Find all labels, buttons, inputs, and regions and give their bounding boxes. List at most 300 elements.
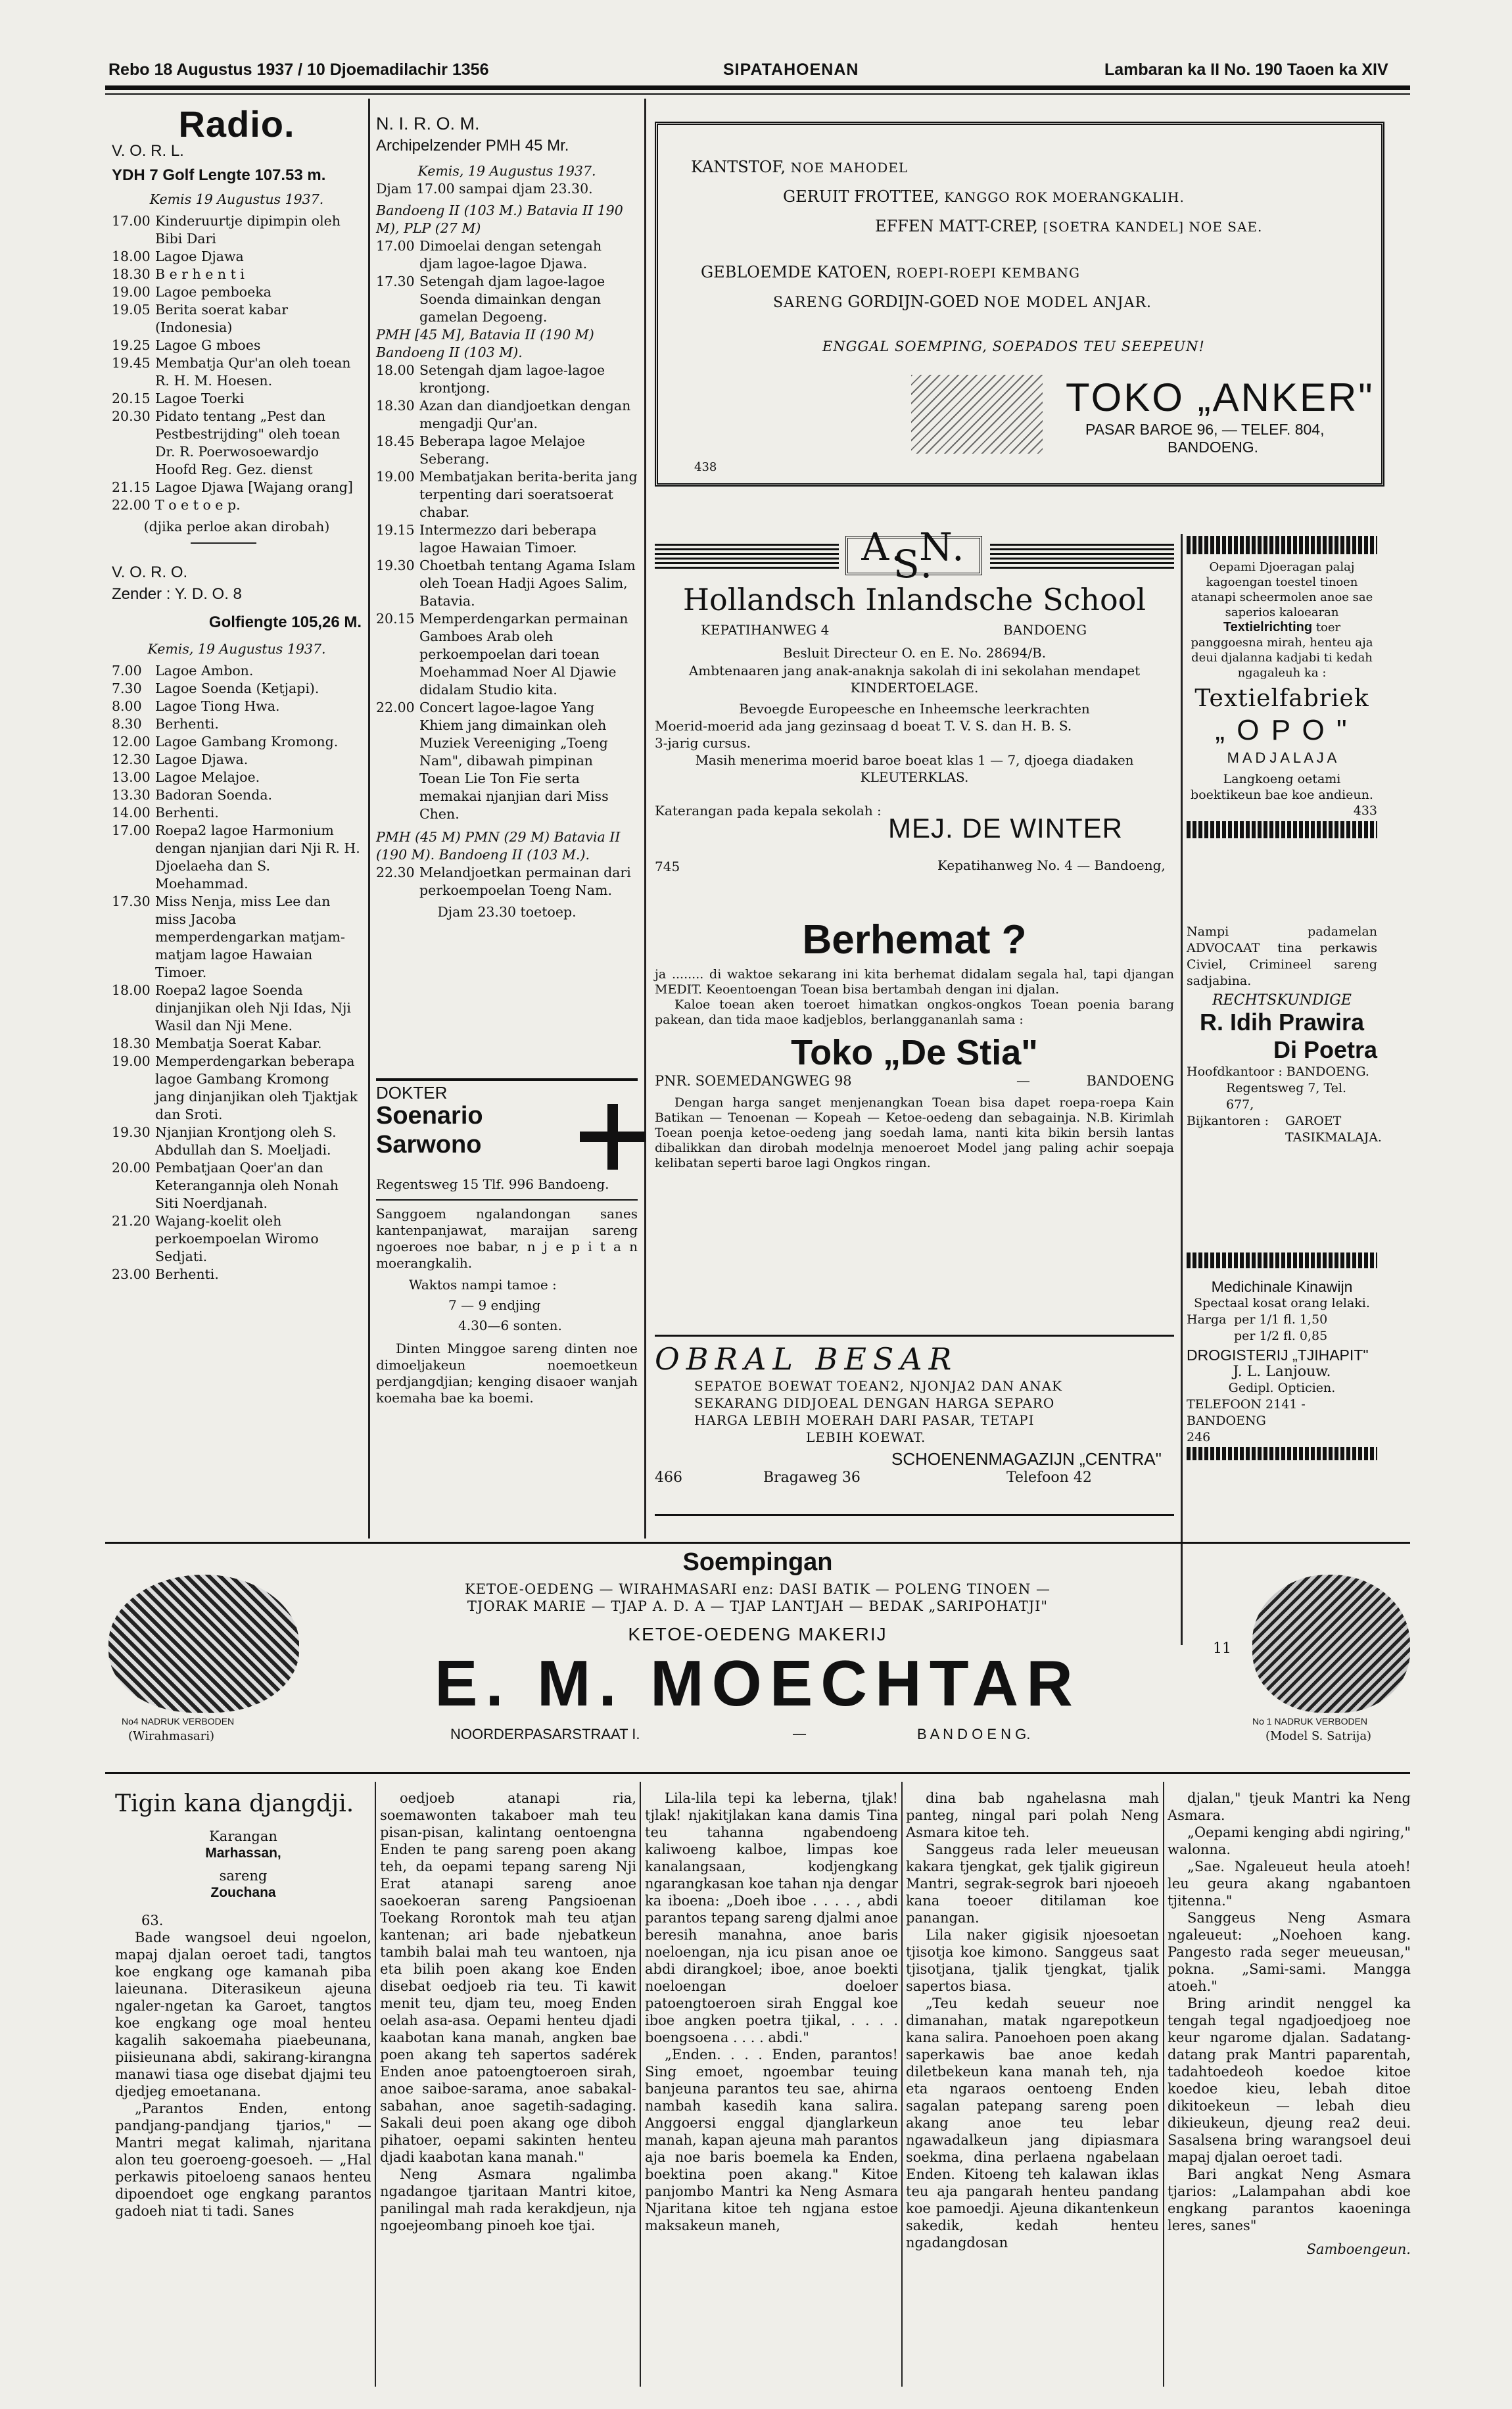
story-paragraph: dina bab ngahelasna mah panteg, ningal pari polah Neng Asmara kitoe teh. (906, 1790, 1159, 1840)
opo-factory: Textielfabriek (1194, 685, 1369, 712)
nirom-frequency: Bandoeng II (103 M.) Batavia II 190 M), PLP (27 M) (376, 203, 623, 236)
anker-line-4 (701, 263, 1080, 281)
story-paragraph: Lila-lila tepi ka leberna, tjlak! tjlak! njakitjlakan kana damis Tina teu tahanna ngabendoeng kaliwoeng kalboe, limpas koe kanalangsaan, kodjengkang ngarangkasan koe tahan nja dengar ka iboena: „Doeh iboe . . . . , abdi parantos tepang sareng djalmi anoe beresih manahna, anoe baris noeloengan, nja icu pisan anoe oe abdi dirangkoel; iboe, anoe boekti noeloengan doeloer patoengtoeroen sirah Enggal koe iboe angken poetra tjikal, . . . . boengsoena . . . . abdi." (645, 1790, 898, 2045)
story-paragraph: Neng Asmara ngalimba ngadangoe tjaritaan Mantri kitoe, panilingal mah rada kerakdjeun, nja ngoejeombang pinoeh koe tjai. (380, 2166, 636, 2233)
anker-product: EFFEN MATT-CREP, (875, 217, 1038, 235)
story-paragraph: „Parantos Enden, entong pandjang-pandjang tjarios," — Mantri megat kalimah, njaritana alon teu goeroeng-goesoeh. — „Hal perkawis pitoeloeng sanaos henteu dipoendoet oge engkang parantos gadoeh niat ti tadi. Sanes (115, 2101, 371, 2219)
ans-teachers: Bevoegde Europeesche en Inheemsche leerkrachten (739, 701, 1090, 717)
program-row (376, 397, 638, 433)
program-row (112, 1035, 362, 1053)
moechtar-name: E. M. MOECHTAR (435, 1647, 1081, 1719)
program-item: Azan dan diandjoetkan dengan mengadji Qur'an. (419, 398, 631, 431)
story-paragraph: Bade wangsoel deui ngoelon, mapaj djalan oeroet tadi, tangtos koe engkang oge kamanah piba laieunana. Diterasikeun ajeuna ngaler-ngetan ka Garoet, tangtos koe engkang oge moal henteu kagalih sakoemaha piaebeunana, piisieunana abdi, sakirang-kirangna manawi tiasa oge disebat djajmi teu djedjeg emoetanana. (115, 1930, 371, 2099)
story-column-2 (380, 1790, 636, 2234)
image-caption: (Wirahmasari) (128, 1729, 215, 1743)
ans-number: 745 (655, 859, 680, 874)
program-row (376, 610, 638, 699)
ans-decree: Besluit Directeur O. en E. No. 28694/B. (782, 645, 1047, 661)
program-item: Memperdengarkan beberapa lagoe Gambang Kromong jang dinjanjikan oleh Tjaktjak dan Sroti. (155, 1053, 358, 1122)
obral-address-row (655, 1469, 1174, 1487)
dokter-name: Soenario (376, 1102, 483, 1130)
dokter-address: Regentsweg 15 Tlf. 996 Bandoeng. (376, 1176, 609, 1192)
story-author: Marhassan, (205, 1846, 281, 1861)
program-time: 17.00 (112, 823, 151, 838)
advocaat-branch: GAROET (1285, 1114, 1342, 1128)
image-caption: No 1 NADRUK VERBODEN (1252, 1716, 1368, 1727)
opo-textielrichting: Textielrichting (1223, 620, 1313, 634)
program-item: Roepa2 lagoe Soenda dinjanjikan oleh Nji Idas, Nji Wasil dan Nji Mene. (155, 982, 351, 1034)
program-time: 13.30 (112, 787, 151, 803)
nirom-section (376, 115, 638, 921)
advocaat-head-office: Hoofdkantoor : BANDOENG. (1187, 1064, 1369, 1079)
anker-line-3 (875, 217, 1262, 235)
anker-decoration (911, 375, 1043, 454)
program-item: Lagoe Ambon. (155, 663, 254, 679)
obral-ad (655, 1335, 1174, 1516)
vorl-program (112, 212, 362, 514)
ans-admission: Masih menerima moerid baroe boeat klas 1 — 7, djoega diadaken KLEUTERKLAS. (695, 752, 1134, 785)
program-row (112, 496, 362, 514)
program-item: Pembatjaan Qoer'an dan Keterangannja oleh Nonah Siti Noerdjanah. (155, 1160, 339, 1211)
program-row (376, 699, 638, 823)
program-row (112, 301, 362, 337)
opo-brand: „ O P O " (1215, 714, 1349, 746)
program-row (112, 337, 362, 354)
story-paragraph: „Sae. Ngaleueut heula atoeh! leu geura akang ngabantoen tjitenna." (1168, 1859, 1411, 1909)
anker-address: PASAR BAROE 96, — TELEF. 804, (1085, 421, 1325, 438)
nirom-frequency: PMH (45 M) PMN (29 M) Batavia II (190 M). Bandoeng II (103 M.). (376, 829, 621, 863)
dokter-note: Dinten Minggoe sareng dinten noe dimoeljakeun noemoetkeun perdjangdjian; kenging disaoer wanjah koemaha bae ka boemi. (376, 1341, 638, 1406)
voro-heading: V. O. R. O. (112, 563, 188, 581)
obral-store: SCHOENENMAGAZIJN „CENTRA" (891, 1449, 1162, 1469)
story-paragraph: oedjoeb atanapi ria, soemawonten takaboer mah teu pisan-pisan, kalintang oentoengna Enden te pang sareng poen akang teh, da oepami tepang sareng Nji Erat atanapi sareng anoe saoekoeran sareng Pangsioenan Toekang Rorontok mah teu atjan kantenan; ari bade njebatkeun tambih balai mah teu wantoen, nja eta bilih poen akang koe Enden disebat oedjoeb ria teu. Ti kawit menit teu, djam teu, moeg Enden oelah asa-asa. Oepami henteu djadi kaabotan kana manah, angken bae poen akang teh sapertos sadérek Enden anoe patoengtoeroen sirah, anoe saiboe-sarama, anoe sabakal-sabahan, anoe sagetih-sadaging. Sakali deui poen akang oge diboh pihatoer, oepami sakinten henteu djadi kaabotan kana manah." (380, 1790, 636, 2165)
program-time: 18.45 (376, 433, 415, 449)
decoration-border (1187, 1252, 1377, 1268)
nirom-end: Djam 23.30 toetoep. (437, 904, 577, 920)
story-paragraph: Lila naker gigisik njoesoetan tjisotja koe kimono. Sanggeus saat tjisotjana, tjalik tjengkat, tjalik sapertos biasa. (906, 1927, 1159, 1994)
advocaat-ad (1187, 924, 1382, 1146)
program-row (376, 521, 638, 557)
program-time: 19.05 (112, 302, 151, 318)
anker-product-detail: SARENG (773, 295, 843, 311)
column-divider (1163, 1782, 1164, 2387)
anker-address: BANDOENG. (1168, 439, 1259, 456)
program-row (112, 769, 362, 786)
drogisterij-phone: TELEFOON 2141 - BANDOENG (1187, 1397, 1306, 1428)
radio-section (112, 103, 362, 1283)
program-item: Lagoe Djawa [Wajang orang] (155, 479, 353, 495)
program-item: Pidato tentang „Pest dan Pestbestrijding" oleh toean Dr. R. Poerwosoewardjo Hoofd Reg. Gez. dienst (155, 408, 341, 477)
stia-city: BANDOENG (1086, 1073, 1174, 1089)
program-item: Lagoe Tiong Hwa. (155, 698, 280, 714)
dokter-text: Sanggoem ngalandongan sanes kantenpanjawat, maraijan sareng ngoeroes noe babar, n j e p i t a n moerangkalih. (376, 1199, 638, 1272)
anker-product: GORDIJN-GOED (847, 293, 980, 311)
program-row (112, 662, 362, 680)
program-time: 12.00 (112, 734, 151, 750)
image-caption: (Model S. Satrija) (1265, 1729, 1372, 1743)
program-row (376, 433, 638, 468)
program-row (376, 237, 638, 273)
program-time: 19.25 (112, 337, 151, 353)
program-item: Wajang-koelit oleh perkoempoelan Wiromo Sedjati. (155, 1213, 319, 1264)
program-item: Badoran Soenda. (155, 787, 273, 803)
decoration-border (1187, 536, 1377, 554)
program-time: 20.30 (112, 408, 151, 424)
anker-product-detail: [SOETRA KANDEL] NOE SAE. (1043, 219, 1263, 235)
program-row (112, 698, 362, 715)
story-column-5 (1168, 1790, 1411, 2258)
moechtar-city: B A N D O E N G. (917, 1726, 1031, 1742)
story-title: Tigin kana djangdji. (115, 1790, 354, 1817)
story-byline: sareng (219, 1868, 268, 1884)
program-item: Membatja Qur'an oleh toean R. H. M. Hoesen. (155, 355, 351, 389)
obral-phone: Telefoon 42 (1006, 1469, 1092, 1486)
program-time: 19.00 (112, 284, 151, 300)
program-time: 19.30 (112, 1124, 151, 1140)
advocaat-intro: Nampi padamelan ADVOCAAT tina perkawis Civiel, Crimineel sareng sadjabina. (1187, 924, 1377, 988)
story-paragraph: „Enden. . . . Enden, parantos! Sing emoet, ngoembar teuing banjeuna parantos teu sae, ahirna nambah kasedih kana salira. Anggoersi enggal djanglarkeun manah, kapan ajeuna mah parantos aja noe baris boemela ka Enden, boektina poen akang." Kitoe panjombo Mantri ka Neng Asmara Njaritana kitoe teh ngjana estoe maksakeun maneh, (645, 2047, 898, 2233)
moechtar-products: KETOE-OEDENG — WIRAHMASARI enz: DASI BATIK — POLENG TINOEN — (464, 1581, 1051, 1597)
program-time: 19.00 (112, 1053, 151, 1069)
program-row (112, 354, 362, 390)
opo-intro (1187, 560, 1377, 680)
program-time: 20.15 (112, 391, 151, 406)
anker-slogan: ENGGAL SOEMPING, SOEPADOS TEU SEEPEUN! (822, 339, 1205, 354)
anker-line-2 (783, 187, 1185, 206)
program-item: Setengah djam lagoe-lagoe Soenda dimainkan dengan gamelan Degoeng. (419, 274, 605, 325)
program-row (112, 212, 362, 248)
program-time: 17.00 (112, 213, 151, 229)
ans-students: Moerid-moerid ada jang gezinsaag d boeat T. V. S. dan H. B. S. (655, 718, 1072, 734)
drogisterij-name: DROGISTERIJ „TJIHAPIT" (1187, 1347, 1369, 1364)
column-divider (640, 1782, 641, 2387)
program-item: Memperdengarkan permainan Gamboes Arab oleh perkoempoelan dari toean Moehammad Noer Al Djawie didalam Studio kita. (419, 611, 628, 698)
program-item: Lagoe Djawa. (155, 751, 248, 767)
program-item: Concert lagoe-lagoe Yang Khiem jang dimainkan oleh Muziek Vereeniging „Toeng Nam", dibawah pimpinan Toean Lie Ton Fie serta memakai njanjian dari Miss Chen. (419, 700, 609, 822)
story-paragraph: „Teu kedah seueur noe dimanahan, matak ngarepotkeun kana salira. Panoehoen poen akang saperkawis bae anoe kedah diletbekeun kana manah teh, nja eta ngaraos oentoeng Enden sagalan patepang sareng poen akang anoe teu lebar ngawadalkeun jang dipiasmara soekma, dina perlaena ngabelaan Enden. Kitoeng teh kalawan iklas teu aja pangarah henteu pandang koe pamoedji. Ajeuna dikantenkeun sakedik, kedah henteu ngadangdosan (906, 1995, 1159, 2251)
masthead-date: Rebo 18 Augustus 1937 / 10 Djoemadilachir 1356 (108, 60, 489, 79)
anker-product: KANTSTOF, (691, 158, 786, 176)
program-time: 18.30 (112, 1036, 151, 1051)
decoration-stripes (990, 544, 1174, 570)
program-time: 13.00 (112, 769, 151, 785)
anker-product-detail: ROEPI-ROEPI KEMBANG (896, 265, 1080, 281)
advocaat-title: RECHTSKUNDIGE (1212, 992, 1352, 1009)
program-item: Melandjoetkan permainan dari perkoempoelan Toeng Nam. (419, 865, 631, 898)
obral-title: OBRAL BESAR (655, 1341, 958, 1377)
kinawijn-price: per 1/2 fl. 0,85 (1234, 1329, 1328, 1343)
obral-line: SEKARANG DIDJOEAL DENGAN HARGA SEPARO (694, 1395, 1055, 1411)
anker-product-detail: KANGGO ROK MOERANGKALIH. (944, 189, 1185, 205)
program-time: 21.20 (112, 1213, 151, 1229)
program-time: 8.30 (112, 716, 142, 732)
golflengte-heading: Golfiengte 105,26 M. (208, 613, 362, 631)
program-note: (djika perloe akan dirobah) (143, 519, 330, 535)
drogisterij-optician: Gedipl. Opticien. (1228, 1381, 1336, 1395)
berhemat-title: Berhemat ? (802, 917, 1027, 963)
program-item: Roepa2 lagoe Harmonium dengan njanjian dari Nji R. H. Djoelaeha dan S. Moehammad. (155, 823, 360, 892)
program-time: 19.45 (112, 355, 151, 371)
anker-product-detail: NOE MODEL ANJAR. (983, 295, 1152, 311)
program-row (112, 283, 362, 301)
program-row (112, 479, 362, 496)
berhemat-ad (655, 917, 1174, 1171)
program-item: Lagoe Melajoe. (155, 769, 260, 785)
decoration-border (1187, 821, 1377, 838)
anker-product-detail: NOE MAHODEL (790, 160, 909, 176)
masthead-rule-thin (105, 93, 1410, 95)
program-time: 18.30 (376, 398, 415, 414)
program-row (376, 557, 638, 610)
program-date: Kemis, 19 Augustus 1937. (147, 641, 326, 657)
nirom-program (376, 362, 638, 823)
image-caption: No4 NADRUK VERBODEN (122, 1716, 235, 1727)
program-item: Berita soerat kabar (Indonesia) (155, 302, 289, 335)
moechtar-maker: KETOE-OEDENG MAKERIJ (628, 1624, 887, 1644)
program-item: Lagoe Djawa (155, 249, 244, 264)
berhemat-text: ja ........ di waktoe sekarang ini kita berhemat didalam segala hal, tapi djangan MEDIT. Keoentoengan Toean bisa bertambah dengan ini djalan. (655, 967, 1174, 997)
story-text (1168, 1790, 1411, 2234)
program-date: Kemis 19 Augustus 1937. (149, 191, 324, 207)
program-item: Kinderuurtje dipimpin oleh Bibi Dari (155, 213, 341, 247)
advocaat-branch: TASIKMALAJA. (1285, 1130, 1382, 1145)
decoration-border (1187, 1447, 1377, 1460)
program-row (112, 786, 362, 804)
program-time: 18.00 (112, 982, 151, 998)
ans-course: 3-jarig cursus. (655, 735, 751, 751)
advocaat-name: Di Poetra (1273, 1036, 1377, 1063)
program-row (112, 822, 362, 893)
column-divider (644, 99, 646, 1538)
ans-logo: A. N. S. (845, 536, 982, 575)
story-byline: Karangan (209, 1828, 277, 1844)
story-continued: Samboengeun. (1306, 2241, 1411, 2257)
stia-offer: Dengan harga sanget menjenangkan Toean bisa dapet roepa-roepa Kain Batikan — Tenoenan — Kopeah — Ketoe-oedeng dan sebagainja. N.B. Kirimlah Toean poenja ketoe-oedeng jang soedah lama, nanti kita bikin bersih lantas dibalikkan dan dirobah modelnja menoeroet Model jang paling achir soepaja kelibatan seperti baroe lagi Ongkos ringan. (655, 1095, 1174, 1170)
opo-intro-text: Oepami Djoeragan palaj kagoengan toestel tinoen atanapi scheermolen anoe sae saperios kaloearan (1191, 560, 1373, 619)
ans-school-name: Hollandsch Inlandsche School (682, 582, 1146, 617)
program-item: Miss Nenja, miss Lee dan miss Jacoba memperdengarkan matjam-matjam lagoe Hawaian Timoer. (155, 894, 345, 980)
story-column-1 (115, 1790, 371, 2220)
dokter-hours: 4.30—6 sonten. (458, 1318, 562, 1333)
anker-store-name: TOKO „ANKER" (1066, 375, 1375, 419)
program-item: Choetbah tentang Agama Islam oleh Toean Hadji Agoes Salim, Batavia. (419, 558, 636, 609)
story-paragraph: djalan," tjeuk Mantri ka Neng Asmara. (1168, 1790, 1411, 1823)
advocaat-branch-label: Bijkantoren : (1187, 1114, 1269, 1128)
program-time: 18.00 (376, 362, 415, 378)
advocaat-name: R. Idih Prawira (1199, 1009, 1365, 1036)
kinawijn-prices (1187, 1312, 1377, 1328)
red-cross-icon-bar (580, 1132, 646, 1142)
program-item: B e r h e n t i (155, 266, 245, 282)
program-item: Berhenti. (155, 805, 219, 821)
program-row (112, 982, 362, 1035)
nirom-subtitle: Archipelzender PMH 45 Mr. (376, 137, 569, 155)
kinawijn-title: Medichinale Kinawijn (1211, 1278, 1353, 1295)
anker-line-5 (773, 293, 1152, 311)
story-paragraph: Sanggeus rada leler meueusan kakara tjengkat, gek tjalik gigireun Mantri, segrak-segrok bari njoeoeh kana toeoer ditilaman koe panangan. (906, 1842, 1159, 1926)
program-row (112, 715, 362, 733)
program-row (112, 680, 362, 698)
program-row (112, 1124, 362, 1159)
dokter-label: DOKTER (376, 1083, 448, 1103)
opo-ad (1187, 536, 1377, 838)
stia-address: PNR. SOEMEDANGWEG 98 — BANDOENG (655, 1073, 1174, 1089)
program-time: 20.15 (376, 611, 415, 627)
ans-info: Katerangan pada kepala sekolah : (655, 803, 882, 819)
column-divider (1181, 534, 1183, 1645)
divider (191, 542, 256, 544)
program-item: Lagoe pemboeka (155, 284, 272, 300)
program-row (376, 864, 638, 899)
program-item: Berhenti. (155, 1266, 219, 1282)
dokter-hours-label: Waktos nampi tamoe : (409, 1277, 557, 1293)
program-row (112, 751, 362, 769)
column-divider (368, 99, 370, 1538)
program-time: 7.30 (112, 680, 142, 696)
program-row (112, 266, 362, 283)
program-time: 21.15 (112, 479, 151, 495)
program-item: Njanjian Krontjong oleh S. Abdullah dan S. Moeljadi. (155, 1124, 337, 1158)
section-rule (105, 1772, 1410, 1774)
kinawijn-ad (1187, 1252, 1377, 1460)
story-text (115, 1929, 371, 2220)
story-part-number: 63. (141, 1913, 164, 1928)
kinawijn-price-label: Harga (1187, 1312, 1227, 1327)
radio-title: Radio. (178, 103, 295, 145)
story-paragraph: Bari angkat Neng Asmara tjarios: „Lalampahan abdi koe engkang parantos kaoeninga leres, sanes" (1168, 2166, 1411, 2233)
obral-line: HARGA LEBIH MOERAH DARI PASAR, TETAPI (694, 1412, 1035, 1428)
decoration-stripes (655, 544, 839, 570)
program-time: 23.00 (112, 1266, 151, 1282)
program-time: 17.00 (376, 238, 415, 254)
berhemat-text: Kaloe toean aken toeroet himatkan ongkos-ongkos Toean poenia barang pakean, dan tida maoe kadjeblos, berlanggananlah sama : (655, 997, 1174, 1027)
program-row (112, 1266, 362, 1283)
nirom-hours: Djam 17.00 sampai djam 23.30. (376, 181, 593, 197)
column-divider (375, 1782, 376, 2387)
program-item: Lagoe G mboes (155, 337, 261, 353)
program-item: Beberapa lagoe Melajoe Seberang. (419, 433, 585, 467)
program-time: 7.00 (112, 663, 142, 679)
ans-ad (655, 525, 1174, 891)
vorl-heading: V. O. R. L. (112, 142, 184, 160)
program-time: 18.00 (112, 249, 151, 264)
story-author: Zouchana (210, 1885, 276, 1900)
program-time: 22.00 (376, 700, 415, 715)
program-item: Membatjakan berita-berita jang terpenting dari soeratsoerat chabar. (419, 469, 638, 520)
ydh-heading: YDH 7 Golf Lengte 107.53 m. (112, 166, 326, 184)
program-time: 17.30 (112, 894, 151, 909)
program-item: Setengah djam lagoe-lagoe krontjong. (419, 362, 605, 396)
dokter-hours: 7 — 9 endjing (448, 1297, 541, 1313)
nirom-program (376, 237, 638, 326)
moechtar-ad: No4 NADRUK VERBODEN (Wirahmasari) Soempingan KETOE-OEDENG — WIRAHMASARI enz: DASI BATIK — POLENG TINOEN — TJORAK MARIE — TJAP A. D. A — TJAP LANTJAH — BEDAK „SARIPOHATJI" KETOE-OEDENG MAKERIJ E. M. MOECHTAR NOORDERPASARSTRAAT I. — B A N D O E N G. 11 No 1 NADRUK VERBODEN (Model S. Satrija) (108, 1548, 1407, 1765)
story-column-3 (645, 1790, 898, 2234)
obral-address: Bragaweg 36 (763, 1469, 861, 1486)
anker-line-1 (691, 158, 908, 176)
moechtar-address: NOORDERPASARSTRAAT I. (450, 1726, 640, 1742)
program-item: Lagoe Gambang Kromong. (155, 734, 339, 750)
program-row (112, 248, 362, 266)
program-item: Intermezzo dari beberapa lagoe Hawaian Timoer. (419, 522, 597, 556)
nirom-program (376, 864, 638, 899)
masthead-sheet: Lambaran ka II No. 190 Taoen ka XIV (1104, 60, 1388, 79)
advocaat-branches (1187, 1113, 1377, 1130)
voro-program (112, 662, 362, 1283)
program-row (112, 1212, 362, 1266)
ans-address: KEPATIHANWEG 4 (701, 622, 830, 638)
program-time: 19.00 (376, 469, 415, 485)
program-time: 22.30 (376, 865, 415, 880)
zender-heading: Zender : Y. D. O. 8 (112, 585, 242, 603)
opo-number: 433 (1353, 803, 1377, 818)
program-time: 14.00 (112, 805, 151, 821)
program-time: 19.15 (376, 522, 415, 538)
program-item: Lagoe Toerki (155, 391, 245, 406)
program-item: Berhenti. (155, 716, 219, 732)
column-divider (901, 1782, 903, 2387)
ketoe-oedeng-headcloth-image (1252, 1575, 1410, 1713)
program-time: 12.30 (112, 751, 151, 767)
program-row (112, 408, 362, 479)
obral-number: 466 (655, 1469, 682, 1486)
program-time: 8.00 (112, 698, 142, 714)
program-row (376, 468, 638, 521)
obral-line: SEPATOE BOEWAT TOEAN2, NJONJA2 DAN ANAK (694, 1378, 1062, 1394)
opo-town: M A D J A L A J A (1227, 750, 1337, 766)
story-paragraph: Bring arindit nenggel ka tengah tegal ngadjoedjoeg noe keur ngarome djalan. Sadatang-datang prak Mantri paparentah, tadahtoedeoh koedoe kitoe koedoe kieu, lebah ditoe dikitoekeun — lebah dieu dikieukeun, djeung rea2 deui. Sasalsena bring warangsoel deui mapaj djalan oeroet tadi. (1168, 1995, 1411, 2165)
program-row (112, 390, 362, 408)
program-row (112, 893, 362, 982)
anker-number: 438 (694, 460, 717, 474)
moechtar-header: Soempingan (682, 1548, 833, 1576)
story-paragraph: Sanggeus Neng Asmara ngaleueut: „Noehoen kang. Pangesto rada seger meueusan," pokna. „Sami-sami. Mangga atoeh." (1168, 1910, 1411, 1994)
program-item: T o e t o e p. (155, 497, 241, 513)
program-row (112, 733, 362, 751)
story-paragraph: „Oepami kenging abdi ngiring," walonna. (1168, 1825, 1411, 1857)
anker-product: GERUIT FROTTEE, (783, 187, 939, 206)
program-time: 17.30 (376, 274, 415, 289)
opo-intro-text: toer panggoesna mirah, henteu aja deui djalanna kadjabi ti kedah ngagaleuh ka : (1191, 621, 1373, 680)
program-row (376, 362, 638, 397)
anker-product: GEBLOEMDE KATOEN, (701, 263, 891, 281)
moechtar-number: 11 (1213, 1640, 1231, 1657)
ans-city: BANDOENG (1003, 622, 1087, 638)
nirom-date: Kemis, 19 Augustus 1937. (417, 163, 596, 179)
ans-head: MEJ. DE WINTER (888, 813, 1123, 844)
dokter-ad (376, 1078, 638, 1406)
program-item: Lagoe Soenda (Ketjapi). (155, 680, 319, 696)
program-row (376, 273, 638, 326)
nirom-frequency: PMH [45 M], Batavia II (190 M) Bandoeng II (103 M). (376, 327, 594, 360)
drogisterij-owner: J. L. Lanjouw. (1233, 1364, 1331, 1380)
moechtar-products: TJORAK MARIE — TJAP A. D. A — TJAP LANTJAH — BEDAK „SARIPOHATJI" (467, 1598, 1049, 1614)
program-row (112, 1159, 362, 1212)
program-row (112, 1053, 362, 1124)
obral-line: LEBIH KOEWAT. (806, 1429, 926, 1445)
stia-store-name: Toko „De Stia" (791, 1033, 1038, 1072)
kinawijn-subtitle: Spectaal kosat orang lelaki. (1194, 1296, 1370, 1310)
dokter-name: Sarwono (376, 1131, 482, 1158)
program-time: 18.30 (112, 266, 151, 282)
ans-head-address: Kepatihanweg No. 4 — Bandoeng, (937, 857, 1166, 873)
story-column-4 (906, 1790, 1159, 2251)
program-time: 19.30 (376, 558, 415, 573)
kinawijn-number: 246 (1187, 1430, 1211, 1444)
program-time: 22.00 (112, 497, 151, 513)
program-time: 20.00 (112, 1160, 151, 1176)
program-item: Membatja Soerat Kabar. (155, 1036, 322, 1051)
kinawijn-price: per 1/1 fl. 1,50 (1234, 1312, 1328, 1327)
